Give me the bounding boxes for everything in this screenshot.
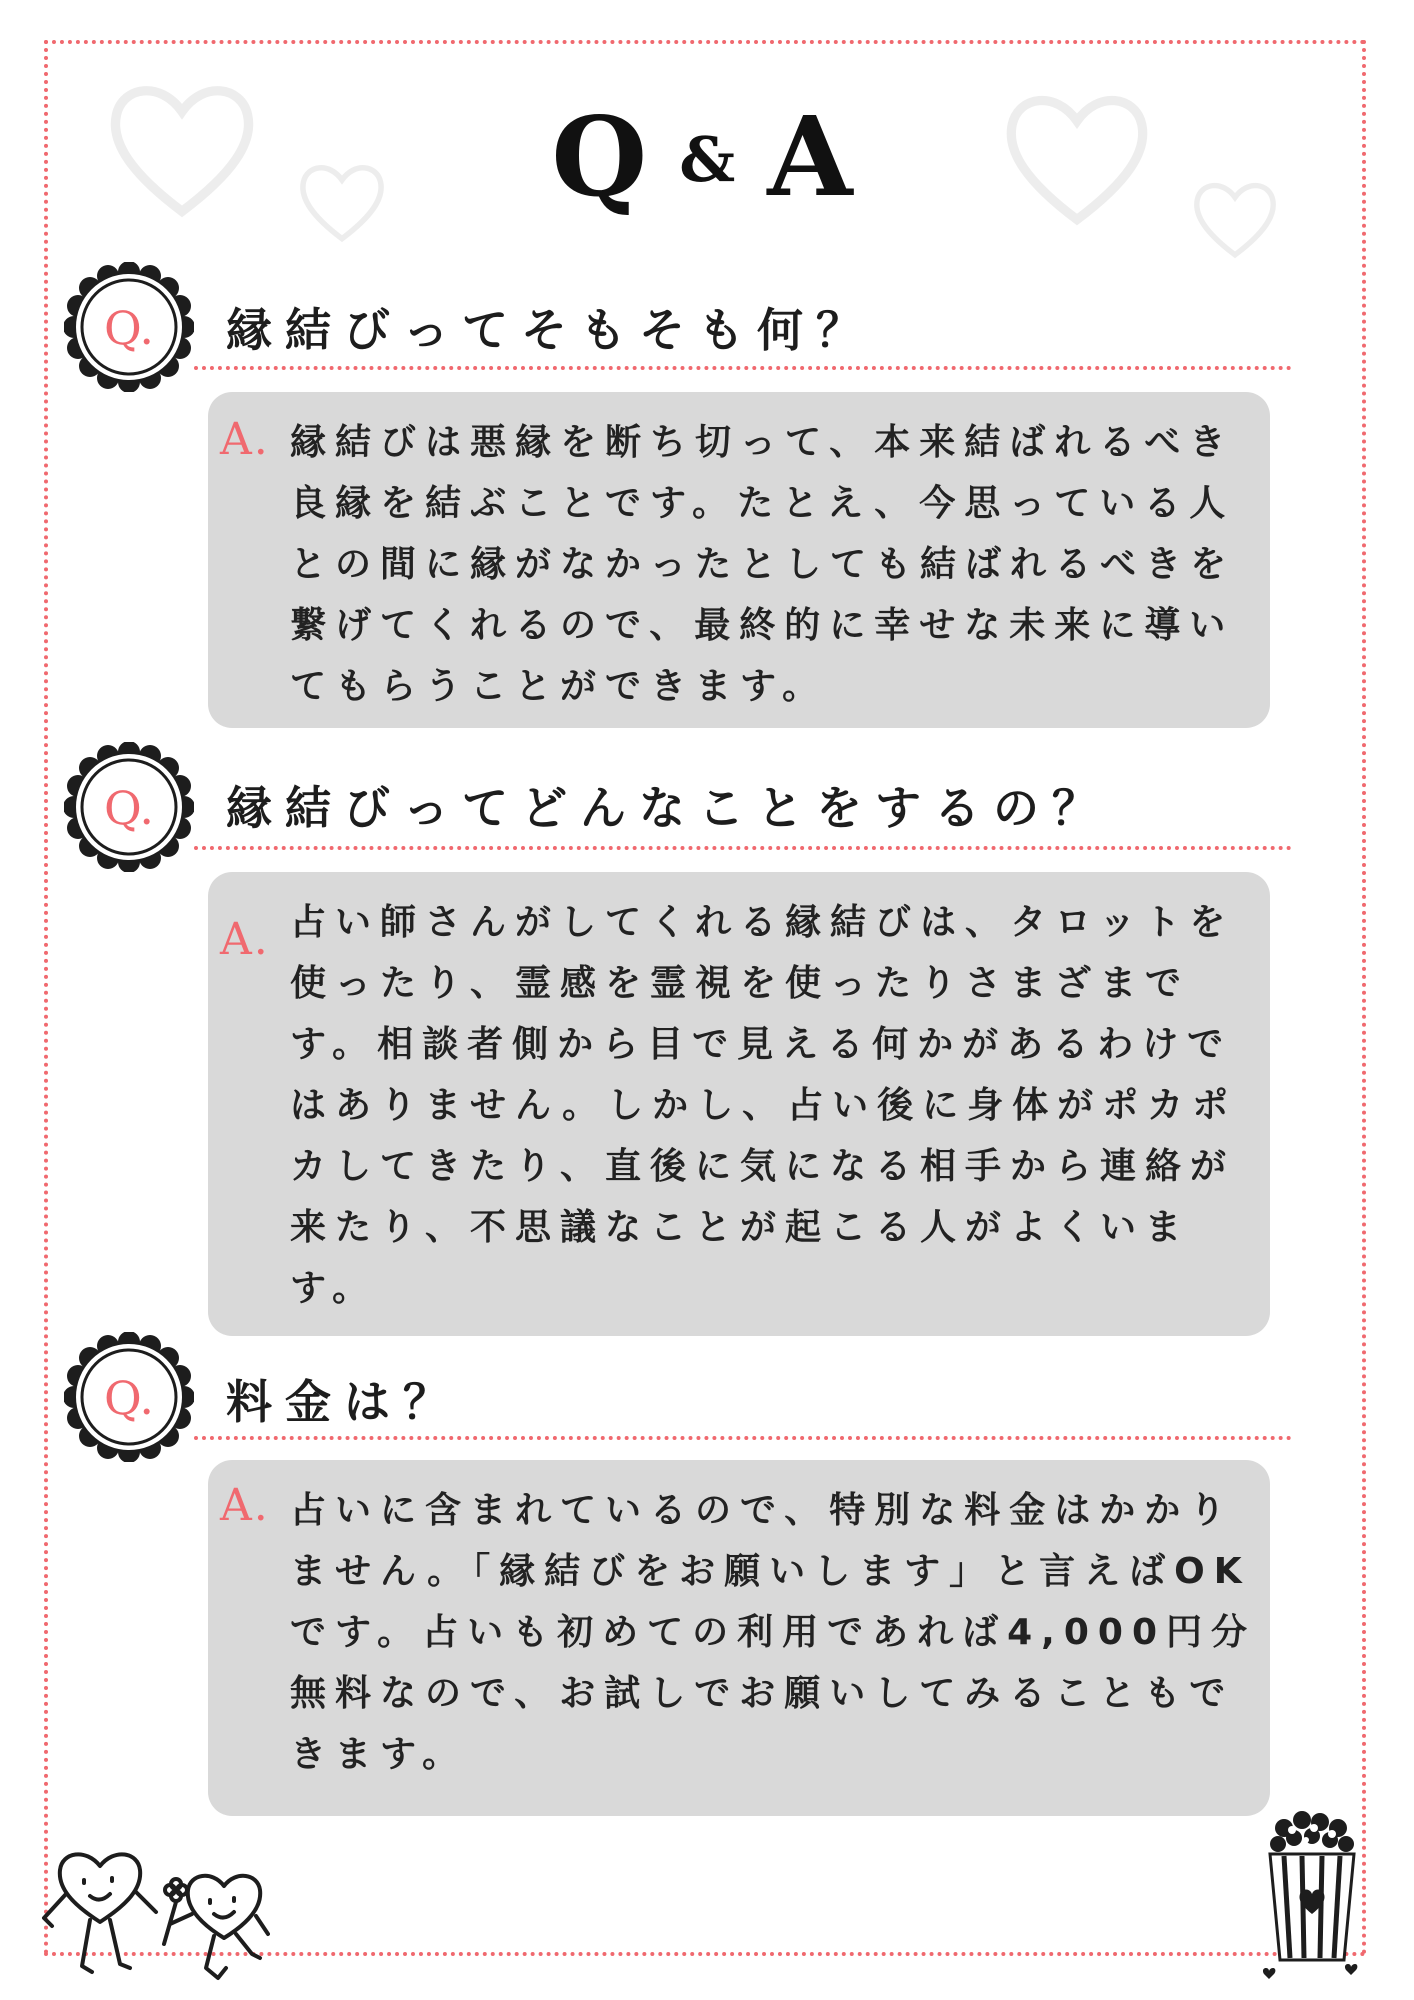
- answer-line: きます。: [290, 1734, 468, 1775]
- answer-line: 来たり、不思議なことが起こる人がよくいま: [290, 1207, 1191, 1248]
- scalloped-badge-icon: [64, 262, 194, 392]
- page-title: [0, 92, 1414, 225]
- title-q: Q: [551, 92, 658, 221]
- answer-line: てもらうことができます。: [290, 666, 828, 707]
- title-a: A: [767, 92, 863, 221]
- answer-line: 占いに含まれているので、特別な料金はかかり: [290, 1490, 1235, 1531]
- answer-mark: A.: [220, 414, 270, 465]
- answer-line: 占い師さんがしてくれる縁結びは、タロットを: [290, 902, 1235, 943]
- answer-line: カしてきたり、直後に気になる相手から連絡が: [290, 1146, 1236, 1187]
- question-1: 縁結びってそもそも何？: [226, 303, 875, 357]
- question-2: 縁結びってどんなことをするの？: [226, 781, 1111, 835]
- answer-line: 繋げてくれるので、最終的に幸せな未来に導い: [290, 605, 1235, 646]
- answer-mark: A.: [220, 914, 270, 965]
- answer-text-2: [290, 892, 1270, 1319]
- answer-line: す。相談者側から目で見える何かがあるわけで: [290, 1024, 1233, 1065]
- q-badge-label: Q.: [103, 1371, 155, 1425]
- scalloped-badge-icon: [64, 1332, 194, 1462]
- answer-text-1: [290, 412, 1270, 717]
- answer-line: 無料なので、お試しでお願いしてみることもで: [290, 1673, 1235, 1714]
- answer-line: 使ったり、霊感を霊視を使ったりさまざまで: [290, 963, 1191, 1004]
- question-3: 料金は？: [226, 1375, 462, 1429]
- heart-couple-illustration: [30, 1818, 270, 1990]
- title-ampersand: &: [679, 123, 746, 196]
- popcorn-hearts-illustration: [1262, 1810, 1362, 1984]
- answer-line: 良縁を結ぶことです。たとえ、今思っている人: [290, 483, 1235, 524]
- q-badge-label: Q.: [103, 301, 155, 355]
- answer-line: との間に縁がなかったとしても結ばれるべきを: [290, 544, 1236, 585]
- answer-line: す。: [290, 1268, 378, 1309]
- answer-line: です。占いも初めての利用であれば4,000円分: [290, 1612, 1256, 1653]
- answer-text-3: [290, 1480, 1270, 1785]
- answer-line: 縁結びは悪縁を断ち切って、本来結ばれるべき: [290, 422, 1235, 463]
- q-badge-label: Q.: [103, 781, 155, 835]
- question-divider: [194, 366, 1292, 370]
- question-divider: [194, 1436, 1292, 1440]
- scalloped-badge-icon: [64, 742, 194, 872]
- answer-line: はありません。しかし、占い後に身体がポカポ: [290, 1085, 1238, 1126]
- question-divider: [194, 846, 1292, 850]
- answer-mark: A.: [220, 1480, 270, 1531]
- answer-line: ません。「縁結びをお願いします」と言えばOK: [290, 1551, 1251, 1592]
